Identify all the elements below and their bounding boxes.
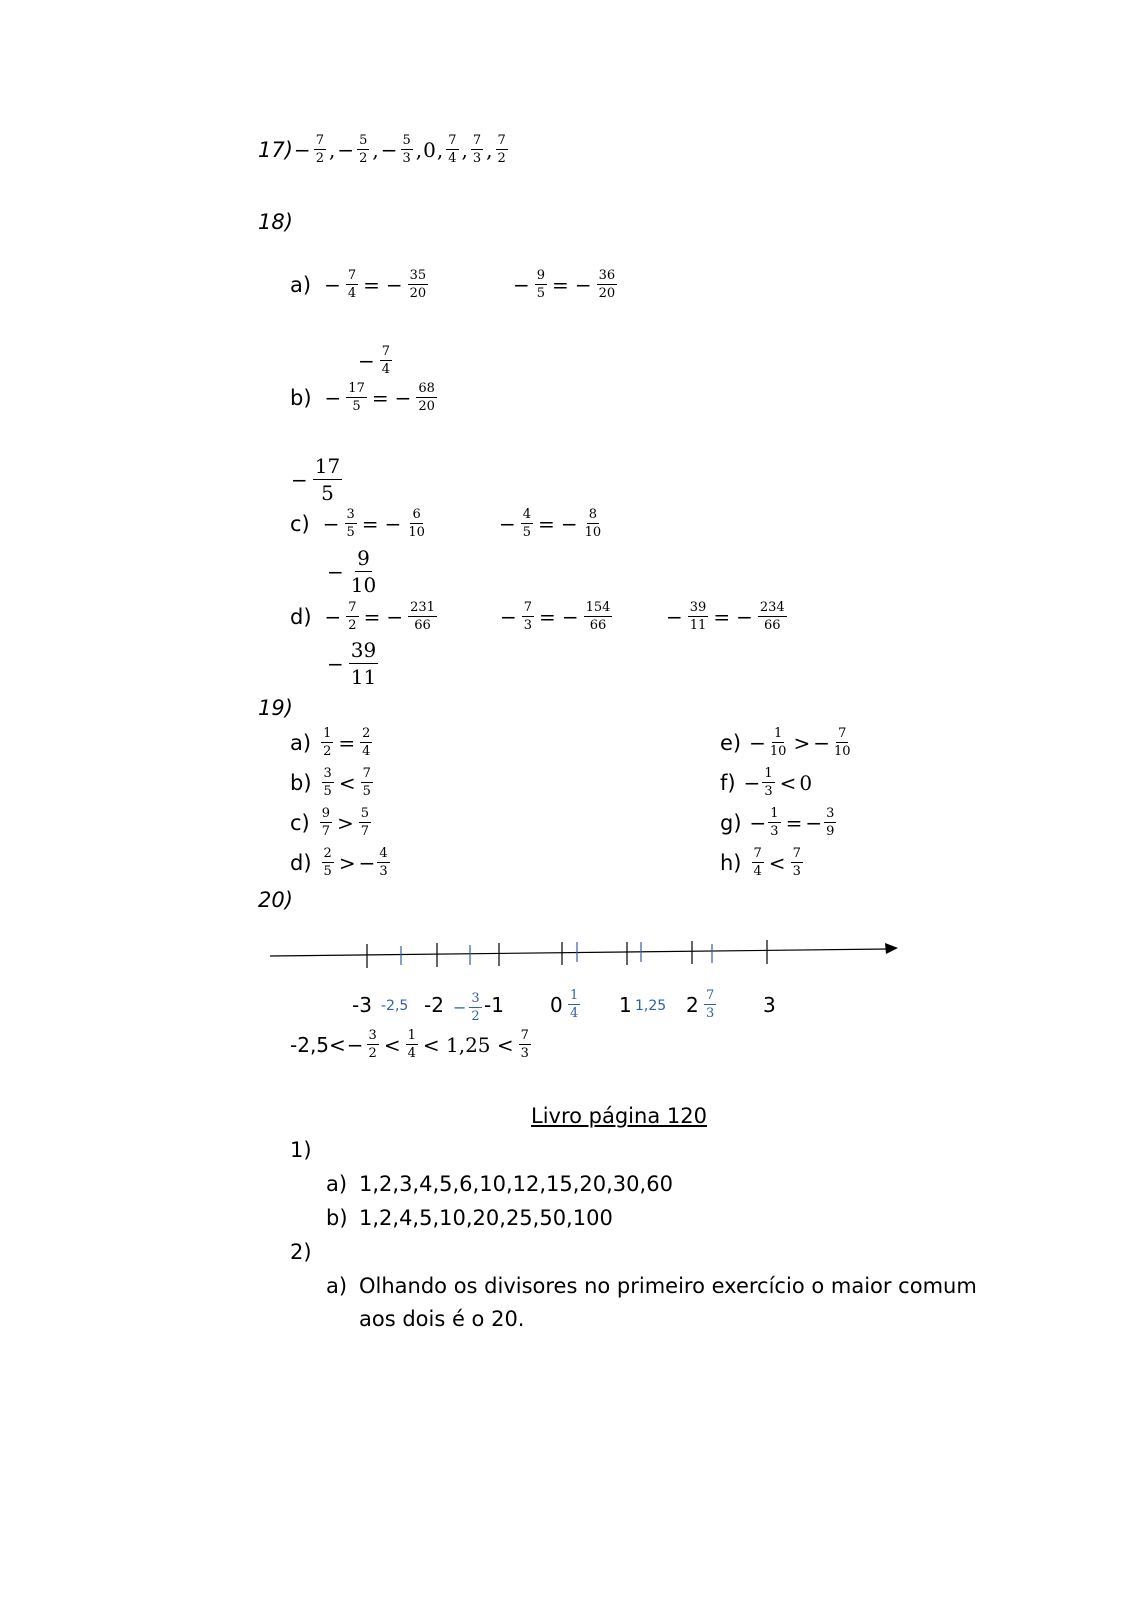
tick-label-minus-3: -3	[352, 993, 372, 1017]
arrow-head-icon	[885, 943, 898, 954]
item-19e: e) − $\frac{1}{10}$ > − $\frac{7}{10}$	[720, 726, 851, 759]
question-18-label: 18)	[258, 210, 293, 234]
item-18a-second: − $\frac{9}{5}$ = − $\frac{36}{20}$	[513, 268, 616, 301]
tick-label-one: 1	[619, 993, 632, 1017]
item-18d-third: − $\frac{39}{11}$ = − $\frac{234}{66}$	[666, 600, 785, 633]
livro-q1a-label: a)	[326, 1172, 348, 1196]
item-18c: c) − $\frac{3}{5}$ = − $\frac{6}{10}$	[290, 507, 425, 540]
fraction: $\frac{7}{4}$	[448, 133, 457, 166]
minus-sign: −	[293, 137, 311, 162]
item-label: c)	[290, 511, 310, 536]
livro-q1b-text: 1,2,4,5,10,20,25,50,100	[359, 1206, 613, 1230]
question-19-label: 19)	[258, 696, 293, 720]
item-label: b)	[290, 385, 312, 410]
section-title: Livro página 120	[531, 1104, 707, 1128]
tick-label-zero: 0	[550, 993, 563, 1017]
item-label: d)	[290, 604, 312, 629]
item-18d: d) − $\frac{7}{2}$ = − $\frac{231}{66}$	[290, 600, 435, 633]
question-20-label: 20)	[258, 888, 293, 912]
fraction: $\frac{7}{2}$	[497, 133, 506, 166]
item-19g: g) − $\frac{1}{3}$ = − $\frac{3}{9}$	[720, 806, 835, 839]
item-18d-large-fraction: − $\frac{39}{11}$	[327, 638, 377, 689]
fraction: $\frac{7}{3}$	[472, 133, 482, 166]
item-18c-large-fraction: − $\frac{9}{10}$	[327, 546, 377, 597]
item-19f: f) − $\frac{1}{3}$ < 0	[720, 766, 813, 799]
tick-label-three: 3	[763, 993, 776, 1017]
fraction: $\frac{5}{3}$	[402, 133, 411, 166]
item-19a: a) $\frac{1}{2}$ = $\frac{2}{4}$	[290, 726, 371, 759]
item-18b-large-fraction: − $\frac{17}{5}$	[291, 454, 341, 505]
zero-value: 0	[423, 137, 436, 162]
mark-label-one-quarter: $\frac{1}{4}$	[570, 988, 579, 1021]
item-19d: d) $\frac{2}{5}$ > − $\frac{4}{3}$	[290, 846, 388, 879]
ordering-statement: -2,5< − $\frac{3}{2}$ < $\frac{1}{4}$ < 1,25 < $\frac{7}{3}$	[290, 1028, 529, 1061]
minus-sign: −	[337, 137, 355, 162]
mark-label-minus-3-2: − $\frac{3}{2}$	[453, 991, 480, 1024]
number-line-axis	[270, 949, 888, 956]
fraction: $\frac{5}{2}$	[359, 133, 368, 166]
mark-label-seven-thirds: $\frac{7}{3}$	[706, 988, 715, 1021]
question-17: 17) − $\frac{7}{2}$ , − $\frac{5}{2}$ , − $\frac{5}{3}$ , 0 , $\frac{7}{4}$ , $\frac{7}{3}$ , $\frac{7}{2}$	[258, 133, 506, 166]
item-label: a)	[290, 272, 312, 297]
livro-q1b-label: b)	[326, 1206, 348, 1230]
tick-label-two: 2	[686, 993, 699, 1017]
livro-q2a-label: a)	[326, 1274, 348, 1298]
mark-label-1-25: 1,25	[635, 998, 667, 1014]
livro-q1a-text: 1,2,3,4,5,6,10,12,15,20,30,60	[359, 1172, 673, 1196]
item-19c: c) $\frac{9}{7}$ > $\frac{5}{7}$	[290, 806, 370, 839]
question-17-label: 17)	[258, 137, 293, 162]
mark-label-minus-2-5: -2,5	[381, 998, 409, 1014]
livro-q2a-line2: aos dois é o 20.	[359, 1307, 525, 1331]
item-18d-second: − $\frac{7}{3}$ = − $\frac{154}{66}$	[500, 600, 611, 633]
tick-label-minus-2: -2	[424, 993, 444, 1017]
minus-sign: −	[380, 137, 398, 162]
item-18b-annotation: − $\frac{7}{4}$	[358, 344, 391, 377]
item-18a: a) − $\frac{7}{4}$ = − $\frac{35}{20}$	[290, 268, 427, 301]
tick-label-minus-1: -1	[484, 993, 504, 1017]
fraction: $\frac{7}{2}$	[315, 133, 324, 166]
livro-q2a-line1: Olhando os divisores no primeiro exercício o maior comum	[359, 1274, 977, 1298]
item-18c-second: − $\frac{4}{5}$ = − $\frac{8}{10}$	[499, 507, 602, 540]
item-18b: b) − $\frac{17}{5}$ = − $\frac{68}{20}$	[290, 381, 435, 414]
item-19h: h) $\frac{7}{4}$ < $\frac{7}{3}$	[720, 846, 801, 879]
livro-q2-label: 2)	[290, 1240, 312, 1264]
item-19b: b) $\frac{3}{5}$ < $\frac{7}{5}$	[290, 766, 371, 799]
livro-q1-label: 1)	[290, 1138, 312, 1162]
